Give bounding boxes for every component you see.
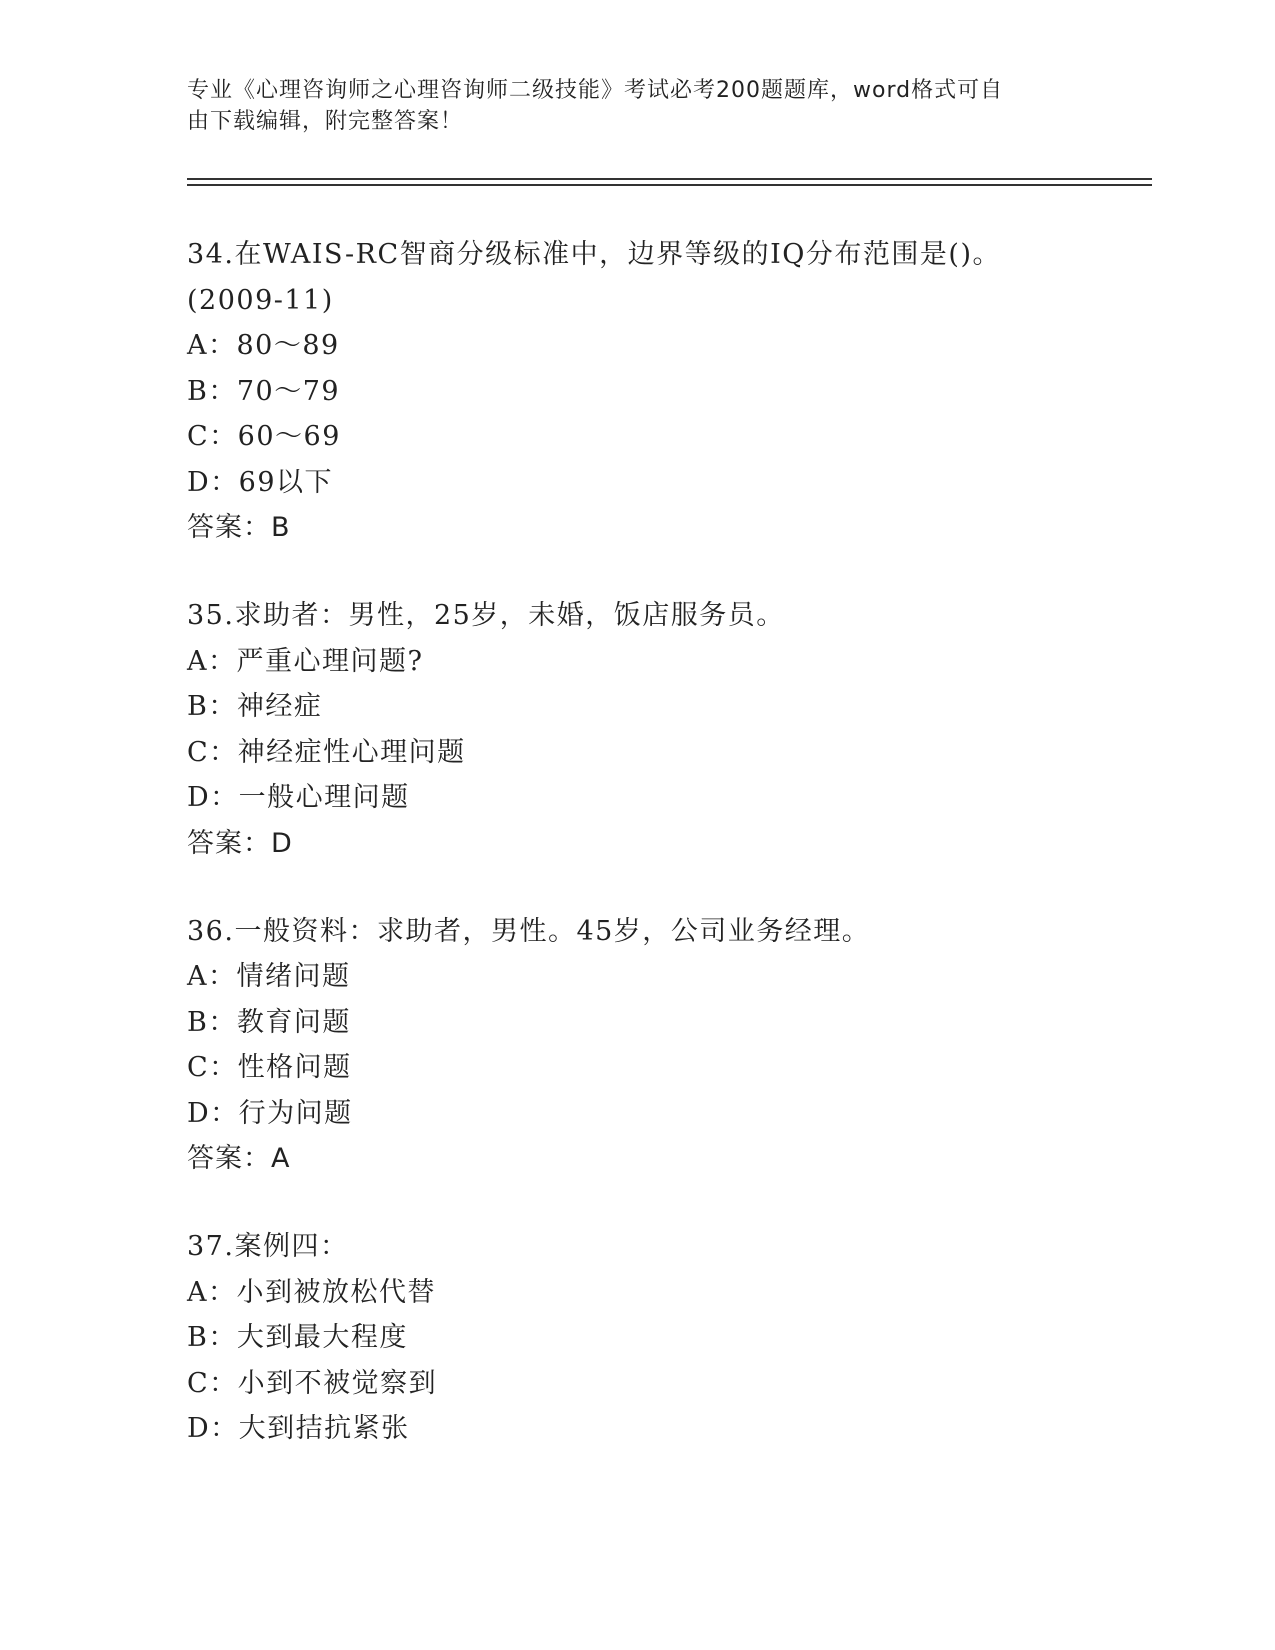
option-b: B：大到最大程度	[187, 1322, 408, 1353]
question-36	[187, 909, 1147, 1183]
option-a: A：小到被放松代替	[187, 1276, 436, 1308]
option-b: B：神经症	[187, 691, 323, 722]
option-d: D：69以下	[187, 466, 334, 498]
option-a: A：80～89	[187, 330, 340, 361]
option-d: D：行为问题	[187, 1097, 353, 1129]
answer: 答案：D	[187, 827, 293, 859]
header-divider-top	[187, 178, 1152, 180]
option-a: A：严重心理问题?	[187, 645, 424, 677]
document-header	[187, 75, 1067, 137]
option-c: C：60～69	[187, 421, 341, 452]
question-stem: 34.在WAIS-RC智商分级标准中，边界等级的IQ分布范围是()。	[187, 239, 1001, 270]
answer: 答案：B	[187, 512, 291, 543]
option-b: B：70～79	[187, 375, 341, 407]
question-stem: 37.案例四：	[187, 1231, 349, 1262]
header-line-1: 专业《心理咨询师之心理咨询师二级技能》考试必考200题题库，word格式可自	[187, 78, 1004, 103]
question-34	[187, 232, 1147, 551]
option-d: D：一般心理问题	[187, 782, 410, 813]
question-list	[187, 232, 1147, 1494]
option-c: C：性格问题	[187, 1052, 352, 1083]
option-d: D：大到拮抗紧张	[187, 1413, 410, 1444]
answer: 答案：A	[187, 1143, 291, 1174]
header-divider-bottom	[187, 184, 1152, 186]
question-35	[187, 593, 1147, 867]
option-a: A：情绪问题	[187, 961, 351, 992]
question-37	[187, 1224, 1147, 1452]
option-b: B：教育问题	[187, 1006, 351, 1038]
option-c: C：小到不被觉察到	[187, 1367, 438, 1399]
question-stem-continued: (2009-11)	[187, 284, 334, 316]
option-c: C：神经症性心理问题	[187, 736, 466, 768]
question-stem: 35.求助者：男性，25岁，未婚，饭店服务员。	[187, 600, 785, 631]
question-stem: 36.一般资料：求助者，男性。45岁，公司业务经理。	[187, 915, 871, 947]
header-line-2: 由下载编辑，附完整答案！	[187, 109, 464, 134]
